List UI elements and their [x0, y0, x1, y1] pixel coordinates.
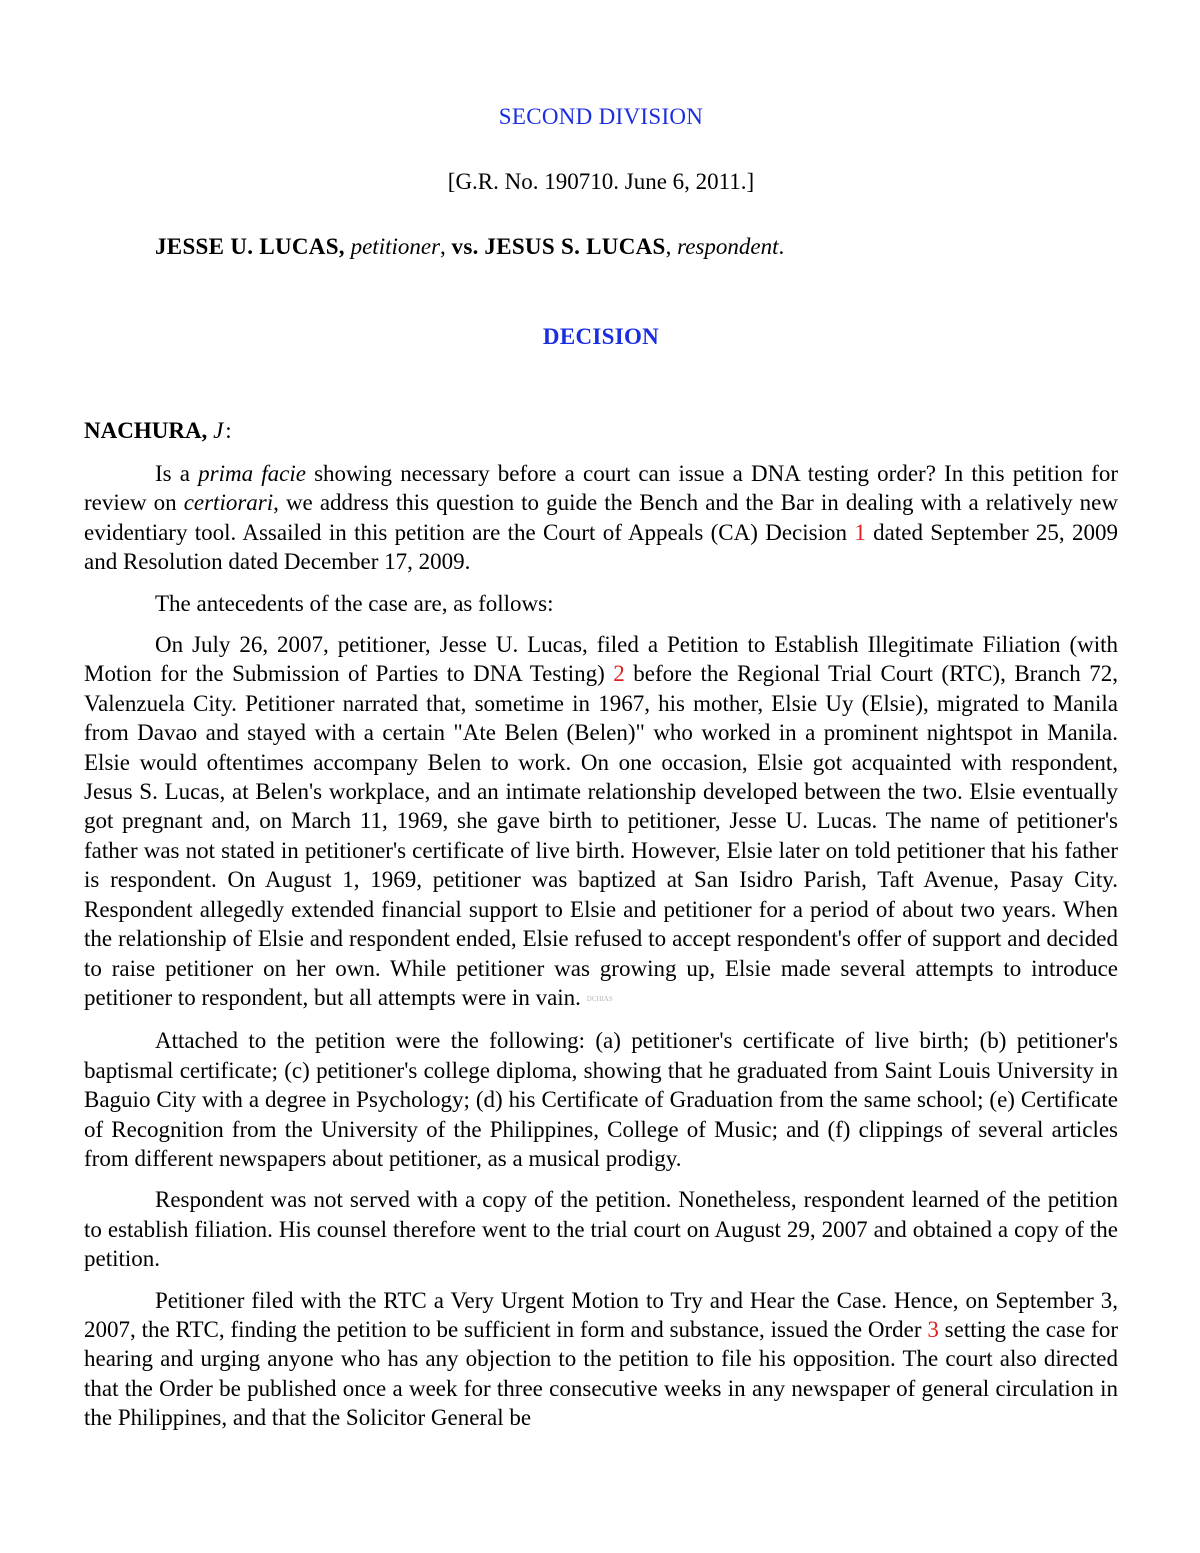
paragraph-6-text-b: setting the case for hearing and urging anyone who has any objection to the petition to file his opposition. The court also directed that the Order be published once a week for three consecutive weeks in any newspaper of general circulation in the Philippines, and that the Solicitor General be: [84, 1316, 1118, 1431]
paragraph-1: [84, 459, 1118, 577]
petitioner-role: petitioner: [350, 234, 441, 259]
paragraph-5: Respondent was not served with a copy of the petition. Nonetheless, respondent learned of the petition to establish filiation. His counsel therefore went to the trial court on August 29, 2007 and obtained a copy of the petition.: [84, 1187, 1118, 1272]
petitioner-name: JESSE U. LUCAS,: [155, 234, 345, 259]
decision-body: [84, 459, 1118, 1445]
footnote-link-3[interactable]: 3: [927, 1316, 939, 1342]
ponente-name: NACHURA,: [84, 418, 208, 443]
paragraph-3-text-b: before the Regional Trial Court (RTC), Branch 72, Valenzuela City. Petitioner narrated that, sometime in 1967, his mother, Elsie Uy (Elsie), migrated to Manila from Davao and stayed with a certain "Ate Belen (Belen)" who worked in a prominent nightspot in Manila. Elsie would oftentimes accompany Belen to work. On one occasion, Elsie got acquainted with respondent, Jesus S. Lucas, at Belen's workplace, and an intimate relationship developed between the two. Elsie eventually got pregnant and, on March 11, 1969, she gave birth to petitioner, Jesse U. Lucas. The name of petitioner's father was not stated in petitioner's certificate of live birth. However, Elsie later on told petitioner that his father is respondent. On August 1, 1969, petitioner was baptized at San Isidro Parish, Taft Avenue, Pasay City. Respondent allegedly extended financial support to Elsie and petitioner for a period of about two years. When the relationship of Elsie and respondent ended, Elsie refused to accept respondent's offer of support and decided to raise petitioner on her own. While petitioner was growing up, Elsie made several attempts to introduce petitioner to respondent, but all attempts were in vain.: [84, 661, 1118, 1010]
respondent-name: JESUS S. LUCAS: [484, 234, 666, 259]
ponente-line: NACHURA, J.:: [84, 418, 232, 443]
paragraph-2: The antecedents of the case are, as follows:: [155, 590, 554, 616]
paragraph-4: Attached to the petition were the following: (a) petitioner's certificate of live birth; (b) petitioner's baptismal certificate; (c) petitioner's college diploma, showing that he graduated from Saint Louis University in Baguio City with a degree in Psychology; (d) his Certificate of Graduation from the same school; (e) Certificate of Recognition from the University of the Philippines, College of Music; and (f) clippings of several articles from different newspapers about petitioner, as a musical prodigy.: [84, 1028, 1118, 1171]
respondent-role: respondent: [677, 234, 779, 259]
paragraph-3-text-a: On July 26, 2007, petitioner, Jesse U. Lucas, filed a Petition to Establish Illegitimate Filiation (with Motion for the Submission of Parties to DNA Testing): [84, 632, 1118, 687]
paragraph-3: [84, 630, 1118, 1014]
paragraph-1-text-c: showing necessary before a court can issue a DNA testing order? In this petition for review on: [84, 461, 1118, 516]
footnote-link-1[interactable]: 1: [854, 519, 866, 545]
paragraph-6-text-a: Petitioner filed with the RTC a Very Urgent Motion to Try and Hear the Case. Hence, on September 3, 2007, the RTC, finding the petition to be sufficient in form and substance, issued the Order: [84, 1287, 1118, 1342]
case-number: [G.R. No. 190710. June 6, 2011.]: [447, 169, 755, 194]
watermark-code: DCHIAS: [586, 994, 613, 1003]
versus-label: vs.: [451, 234, 479, 259]
paragraph-1-text-f: dated September 25, 2009 and Resolution dated December 17, 2009.: [84, 519, 1118, 575]
certiorari-term: certiorari: [183, 490, 274, 516]
division-heading: SECOND DIVISION: [498, 104, 704, 129]
decision-heading: DECISION: [542, 324, 660, 349]
paragraph-6: [84, 1286, 1118, 1433]
prima-facie-term: prima facie: [198, 461, 306, 486]
paragraph-1-text-a: Is a: [155, 461, 199, 486]
case-parties: JESSE U. LUCAS, petitioner, vs. JESUS S. LUCAS, respondent.: [155, 234, 785, 259]
ponente-title: J: [213, 418, 224, 443]
footnote-link-2[interactable]: 2: [613, 661, 625, 687]
paragraph-1-text-e: , we address this question to guide the Bench and the Bar in dealing with a relatively new evidentiary tool. Assailed in this petition are the Court of Appeals (CA) Decision: [84, 490, 1118, 545]
document-page: [84, 0, 1118, 1553]
ponente-mark: .: [223, 431, 226, 440]
